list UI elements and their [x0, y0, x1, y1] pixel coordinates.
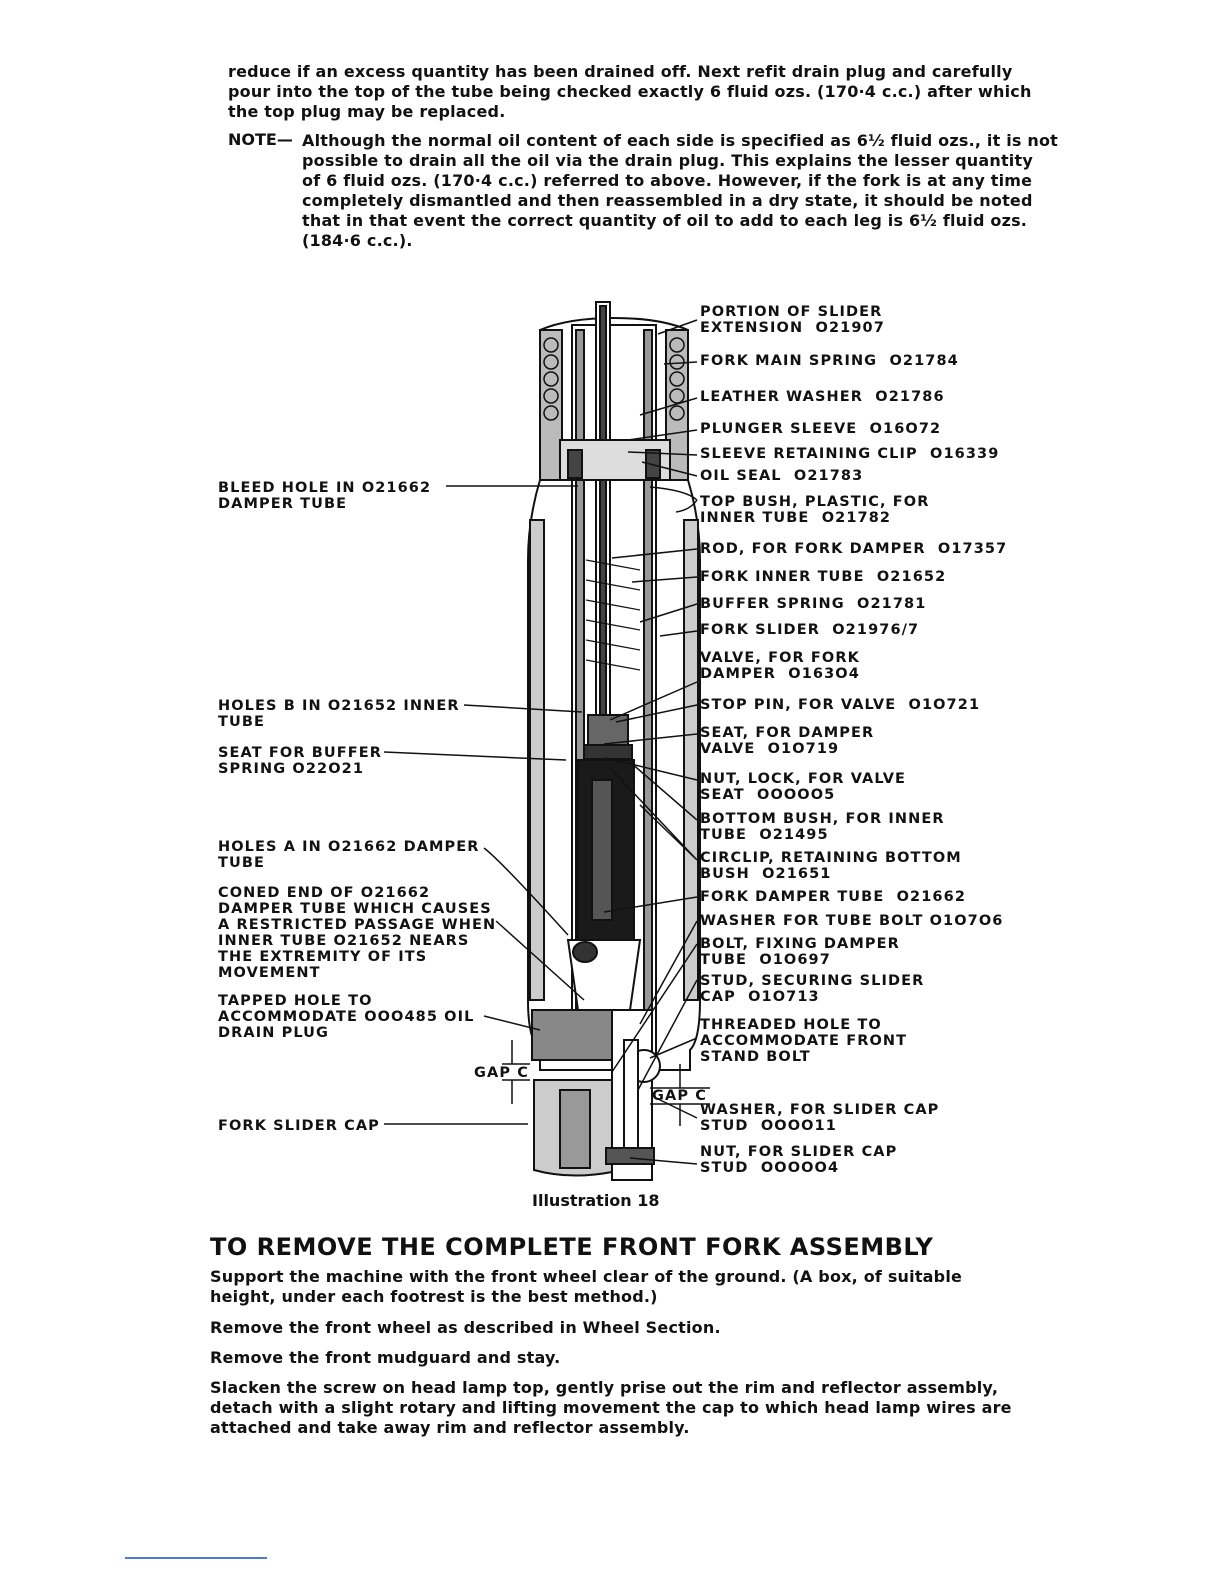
figure-caption: Illustration 18 — [532, 1191, 660, 1210]
label-washer-tube-bolt: WASHER FOR TUBE BOLT O1O7O6 — [700, 913, 1004, 929]
label-coned-end: CONED END OF O21662 DAMPER TUBE WHICH CAUSES A RESTRICTED PASSAGE WHEN INNER TUBE O21652 NEARS THE EXTREMITY OF ITS MOVEMENT — [218, 885, 497, 981]
intro-line: the top plug may be replaced. — [228, 102, 506, 121]
note-line: completely dismantled and then reassembled in a dry state, it should be noted — [302, 191, 1033, 210]
label-fork-main-spring: FORK MAIN SPRING O21784 — [700, 353, 959, 369]
section-line: attached and take away rim and reflector assembly. — [210, 1418, 690, 1437]
intro-line: reduce if an excess quantity has been drained off. Next refit drain plug and carefully — [228, 62, 1013, 81]
label-top-bush: TOP BUSH, PLASTIC, FOR INNER TUBE O21782 — [700, 494, 930, 526]
note-line: of 6 fluid ozs. (170·4 c.c.) referred to above. However, if the fork is at any time — [302, 171, 1033, 190]
label-bottom-bush: BOTTOM BUSH, FOR INNER TUBE O21495 — [700, 811, 945, 843]
label-fork-slider-cap: FORK SLIDER CAP — [218, 1118, 380, 1134]
label-seat-buffer-spring: SEAT FOR BUFFER SPRING O22O21 — [218, 745, 383, 777]
label-plunger-sleeve: PLUNGER SLEEVE O16O72 — [700, 421, 942, 437]
section-paragraph-4 — [210, 1378, 1012, 1438]
label-sleeve-retaining-clip: SLEEVE RETAINING CLIP O16339 — [700, 446, 1000, 462]
section-paragraph-1 — [210, 1267, 962, 1307]
label-gap-c-right: GAP C — [652, 1088, 707, 1104]
section-paragraph-3: Remove the front mudguard and stay. — [210, 1348, 561, 1367]
note-line: possible to drain all the oil via the drain plug. This explains the lesser quantity — [302, 151, 1033, 170]
label-valve: VALVE, FOR FORK DAMPER O163O4 — [700, 650, 860, 682]
label-oil-seal: OIL SEAL O21783 — [700, 468, 864, 484]
note-line: Although the normal oil content of each side is specified as 6½ fluid ozs., it is not — [302, 131, 1059, 150]
label-buffer-spring: BUFFER SPRING O21781 — [700, 596, 927, 612]
label-bleed-hole: BLEED HOLE IN O21662 DAMPER TUBE — [218, 480, 432, 512]
label-gap-c-left: GAP C — [474, 1065, 529, 1081]
label-tapped-hole: TAPPED HOLE TO ACCOMMODATE OOO485 OIL DRAIN PLUG — [218, 993, 475, 1041]
label-nut-slider-cap: NUT, FOR SLIDER CAP STUD OOOOO4 — [700, 1144, 898, 1176]
section-line: detach with a slight rotary and lifting movement the cap to which head lamp wires are — [210, 1398, 1012, 1417]
label-leather-washer: LEATHER WASHER O21786 — [700, 389, 945, 405]
label-washer-slider-cap: WASHER, FOR SLIDER CAP STUD OOOO11 — [700, 1102, 940, 1134]
label-circlip: CIRCLIP, RETAINING BOTTOM BUSH O21651 — [700, 850, 962, 882]
footer-rule — [125, 1557, 267, 1559]
label-bolt-fixing: BOLT, FIXING DAMPER TUBE O1O697 — [700, 936, 900, 968]
label-damper-rod: ROD, FOR FORK DAMPER O17357 — [700, 541, 1008, 557]
label-nut-lock: NUT, LOCK, FOR VALVE SEAT OOOOO5 — [700, 771, 907, 803]
label-fork-slider: FORK SLIDER O21976/7 — [700, 622, 920, 638]
note-line: that in that event the correct quantity of oil to add to each leg is 6½ fluid ozs. — [302, 211, 1028, 230]
label-fork-inner-tube: FORK INNER TUBE O21652 — [700, 569, 947, 585]
note-label: NOTE— — [228, 130, 293, 149]
intro-line: pour into the top of the tube being checked exactly 6 fluid ozs. (170·4 c.c.) after which — [228, 82, 1032, 101]
label-stop-pin: STOP PIN, FOR VALVE O1O721 — [700, 697, 981, 713]
label-stud-securing: STUD, SECURING SLIDER CAP O1O713 — [700, 973, 925, 1005]
label-valve-seat: SEAT, FOR DAMPER VALVE O1O719 — [700, 725, 875, 757]
section-paragraph-2: Remove the front wheel as described in Wheel Section. — [210, 1318, 721, 1337]
section-line: Support the machine with the front wheel clear of the ground. (A box, of suitable — [210, 1267, 963, 1286]
label-holes-b: HOLES B IN O21652 INNER TUBE — [218, 698, 460, 730]
section-line: Slacken the screw on head lamp top, gently prise out the rim and reflector assembly, — [210, 1378, 999, 1397]
section-heading: TO REMOVE THE COMPLETE FRONT FORK ASSEMBLY — [210, 1233, 934, 1261]
label-holes-a: HOLES A IN O21662 DAMPER TUBE — [218, 839, 480, 871]
label-threaded-hole: THREADED HOLE TO ACCOMMODATE FRONT STAND BOLT — [700, 1017, 908, 1065]
label-slider-extension: PORTION OF SLIDER EXTENSION O21907 — [700, 304, 885, 336]
note-line: (184·6 c.c.). — [302, 231, 413, 250]
section-line: height, under each footrest is the best method.) — [210, 1287, 658, 1306]
label-damper-tube: FORK DAMPER TUBE O21662 — [700, 889, 967, 905]
